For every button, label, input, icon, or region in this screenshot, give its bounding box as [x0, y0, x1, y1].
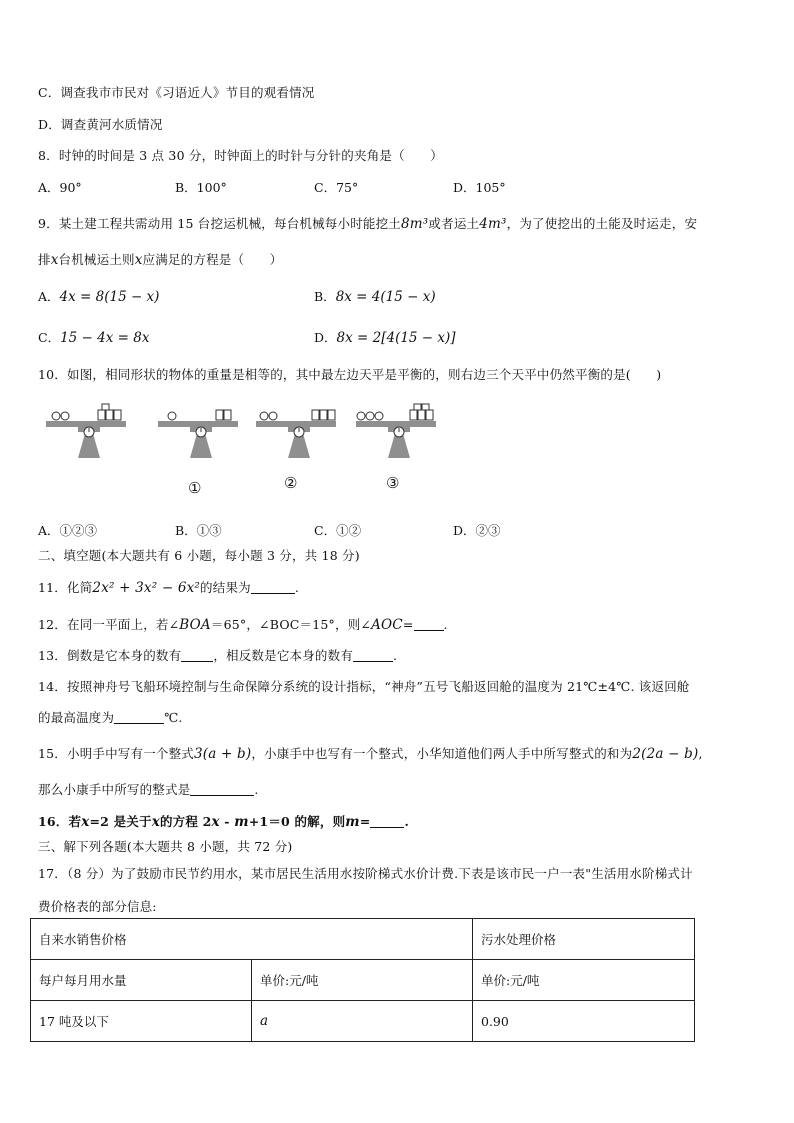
- question-10: 10．如图，相同形状的物体的重量是相等的，其中最左边天平是平衡的，则右边三个天平中仍然平衡的是( ): [38, 367, 662, 382]
- subheader-unit-price: 单价:元/吨: [252, 960, 473, 1001]
- section-3-heading: 三、解下列各题(本大题共 8 小题，共 72 分): [38, 839, 293, 854]
- q10-option-c: C．①②: [314, 523, 362, 538]
- table-header-row: [31, 919, 695, 960]
- option-d-line: D．调查黄河水质情况: [38, 117, 163, 132]
- q9-option-b: B．8x = 4(15 − x): [314, 289, 436, 305]
- table-row: [31, 1001, 695, 1042]
- question-9-line2: 排x台机械运土则x应满足的方程是（ ）: [38, 252, 283, 268]
- scale-label-2: ②: [284, 474, 298, 492]
- question-14-line1: 14．按照神舟号飞船环境控制与生命保障分系统的设计指标，“神舟”五号飞船返回舱的温度为 21℃±4℃. 该返回舱: [38, 679, 690, 694]
- q10-option-d: D．②③: [453, 523, 501, 538]
- scale-label-3: ③: [386, 474, 400, 492]
- question-15-line1: 15．小明手中写有一个整式3(a + b)，小康手中也写有一个整式，小华知道他们两人手中所写整式的和为2(2a − b),: [38, 746, 703, 762]
- q10-option-a: A．①②③: [38, 523, 98, 538]
- question-15-line2: 那么小康手中所写的整式是 .: [38, 782, 259, 797]
- question-12: 12．在同一平面上，若∠BOA＝65°，∠BOC＝15°，则∠AOC= .: [38, 617, 448, 633]
- balance-scale-2: [256, 410, 336, 458]
- subheader-sewage-unit-price: 单价:元/吨: [473, 960, 695, 1001]
- q8-option-d: D．105°: [453, 180, 506, 195]
- question-11: 11．化简2x² + 3x² − 6x²的结果为 .: [38, 580, 300, 596]
- cell-usage-tier: 17 吨及以下: [31, 1001, 252, 1042]
- question-9-line1: 9．某土建工程共需动用 15 台挖运机械，每台机械每小时能挖土8m³或者运土4m³，为了使挖出的土能及时运走，安: [38, 216, 698, 232]
- cell-sewage-price: 0.90: [473, 1001, 695, 1042]
- q8-option-c: C．75°: [314, 180, 359, 195]
- section-2-heading: 二、填空题(本大题共有 6 小题，每小题 3 分，共 18 分): [38, 548, 360, 563]
- table-subheader-row: [31, 960, 695, 1001]
- q8-option-a: A．90°: [38, 180, 82, 195]
- cell-unit-price: a: [252, 1001, 473, 1042]
- balance-scale-reference: [46, 404, 126, 458]
- q9-option-a: A．4x = 8(15 − x): [38, 289, 160, 305]
- q8-option-b: B．100°: [175, 180, 227, 195]
- option-c-line: C．调查我市市民对《习语近人》节目的观看情况: [38, 85, 315, 100]
- balance-scale-3: [356, 404, 436, 458]
- question-14-line2: 的最高温度为 ℃.: [38, 710, 183, 725]
- balance-scale-1: [158, 410, 238, 458]
- header-sewage-price: 污水处理价格: [473, 919, 695, 960]
- q9-option-d: D．8x = 2[4(15 − x)]: [314, 330, 456, 346]
- q10-option-b: B．①③: [175, 523, 222, 538]
- header-sales-price: 自来水销售价格: [31, 919, 473, 960]
- question-17-line1: 17．（8 分）为了鼓励市民节约用水，某市居民生活用水按阶梯式水价计费.下表是该市民一户一表"生活用水阶梯式计: [38, 866, 693, 881]
- q9-option-c: C．15 − 4x = 8x: [38, 330, 150, 346]
- subheader-usage: 每户每月用水量: [31, 960, 252, 1001]
- question-8: 8．时钟的时间是 3 点 30 分，时钟面上的时针与分针的夹角是（ ）: [38, 148, 443, 163]
- question-13: 13．倒数是它本身的数有 ，相反数是它本身的数有 .: [38, 648, 398, 663]
- question-16: 16．若x=2 是关于x的方程 2x - m+1＝0 的解，则m= .: [38, 814, 410, 830]
- question-17-line2: 费价格表的部分信息:: [38, 899, 157, 914]
- water-price-table: [30, 918, 695, 1042]
- scale-label-1: ①: [188, 479, 202, 497]
